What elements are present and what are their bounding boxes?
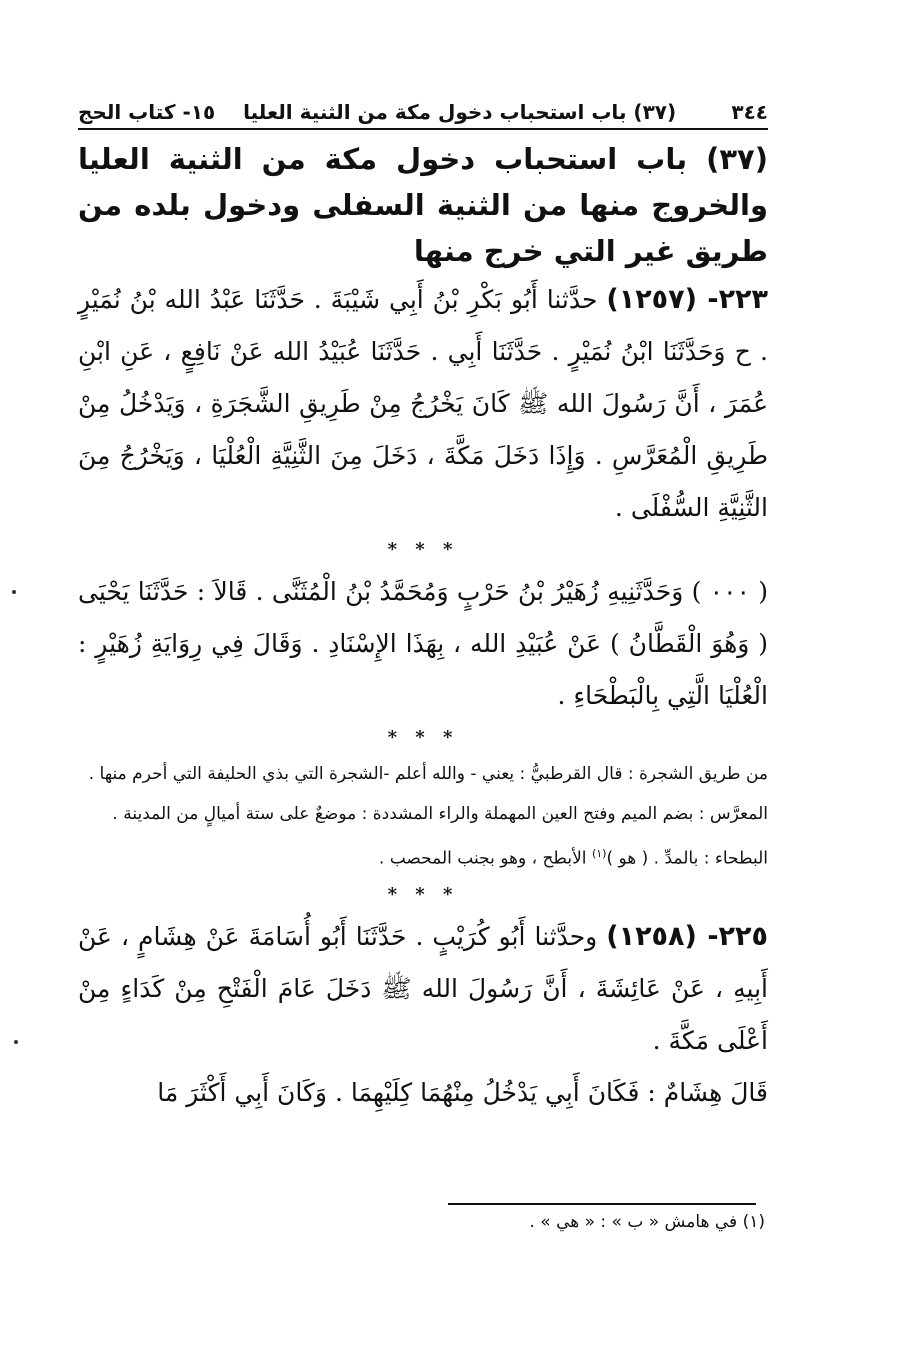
footnote-ref: (١): [591, 847, 607, 860]
note-batha-rest: الأبطح ، وهو بجنب المحصب .: [378, 848, 592, 869]
hadith-number: ٢٢٥- (١٢٥٨): [606, 920, 768, 952]
header-book: ١٥- كتاب الحج: [78, 100, 216, 124]
hadith-225: [78, 911, 768, 1067]
page-number: ٣٤٤: [731, 100, 768, 124]
header-section: (٣٧) باب استحباب دخول مكة من الثنية العليا: [243, 100, 677, 124]
running-header: [78, 100, 768, 130]
hadith-223: [78, 274, 768, 534]
scan-mark: [14, 1040, 18, 1044]
header-chapter-title: [78, 100, 676, 124]
note-muarras: المعرَّس : بضم الميم وفتح العين المهملة والراء المشددة : موضعٌ على ستة أميالٍ من المدينة .: [112, 804, 768, 824]
scan-mark: [12, 590, 16, 594]
hadith-text: حدَّثنا أَبُو بَكْرِ بْنُ أَبِي شَيْبَةَ . حَدَّثَنَا عَبْدُ الله بْنُ نُمَيْرٍ . ح وَحَدَّثَنَا ابْنُ نُمَيْرٍ . حَدَّثَنَا أَبِي . حَدَّثَنَا عُبَيْدُ الله عَنْ نَافِعٍ ، عَنِ ابْنِ عُمَرَ ، أَنَّ رَسُولَ الله ﷺ كَانَ يَخْرُجُ مِنْ طَرِيقِ الشَّجَرَةِ ، وَيَدْخُلُ مِنْ طَرِيقِ الْمُعَرَّسِ . وَإِذَا دَخَلَ مَكَّةَ ، دَخَلَ مِنَ الثَّنِيَّةِ الْعُلْيَا ، وَيَخْرُجُ مِنَ الثَّنِيَّةِ السُّفْلَى .: [78, 285, 768, 522]
hadith-number: ٢٢٣- (١٢٥٧): [606, 284, 769, 315]
hadith-text: وَحَدَّثَنِيهِ زُهَيْرُ بْنُ حَرْبٍ وَمُحَمَّدُ بْنُ الْمُثَنَّى . قَالاَ : حَدَّثَنَا يَحْيَى ( وَهُوَ الْقَطَّانُ ) عَنْ عُبَيْدِ الله ، بِهَذَا الإِسْنَادِ . وَقَالَ فِي رِوَايَةِ زُهَيْرٍ : الْعُلْيَا الَّتِي بِالْبَطْحَاءِ .: [78, 577, 768, 710]
page-body: [78, 100, 768, 1119]
footnote: (١) في هامش « ب » : « هي » .: [529, 1212, 765, 1232]
hadith-text: وحدَّثنا أَبُو كُرَيْبٍ . حَدَّثَنَا أَبُو أُسَامَةَ عَنْ هِشَامٍ ، عَنْ أَبِيهِ ، عَنْ عَائِشَةَ ، أَنَّ رَسُولَ الله ﷺ دَخَلَ عَامَ الْفَتْحِ مِنْ كَدَاءٍ مِنْ أَعْلَى مَكَّةَ .: [78, 921, 768, 1055]
note-batha-text: البطحاء : بالمدِّ . ( هو ): [606, 848, 768, 869]
separator: * * *: [387, 539, 459, 560]
hadith-225-continuation: قَالَ هِشَامٌ : فَكَانَ أَبِي يَدْخُلُ مِنْهُمَا كِلَيْهِمَا . وَكَانَ أَبِي أَكْثَرَ مَا: [157, 1077, 768, 1107]
footnote-divider: [448, 1203, 756, 1205]
note-batha: [78, 834, 768, 879]
separator: * * *: [387, 883, 459, 905]
section-title: (٣٧) باب استحباب دخول مكة من الثنية العليا والخروج منها من الثنية السفلى ودخول بلده من طريق غير التي خرج منها: [78, 142, 768, 268]
hadith-000: [78, 566, 768, 722]
hadith-number: ( ٠٠٠ ): [691, 577, 769, 606]
separator: * * *: [387, 727, 459, 748]
note-shajara: من طريق الشجرة : قال القرطبيُّ : يعني - والله أعلم -الشجرة التي بذي الحليفة التي أحرم منها .: [88, 764, 768, 784]
